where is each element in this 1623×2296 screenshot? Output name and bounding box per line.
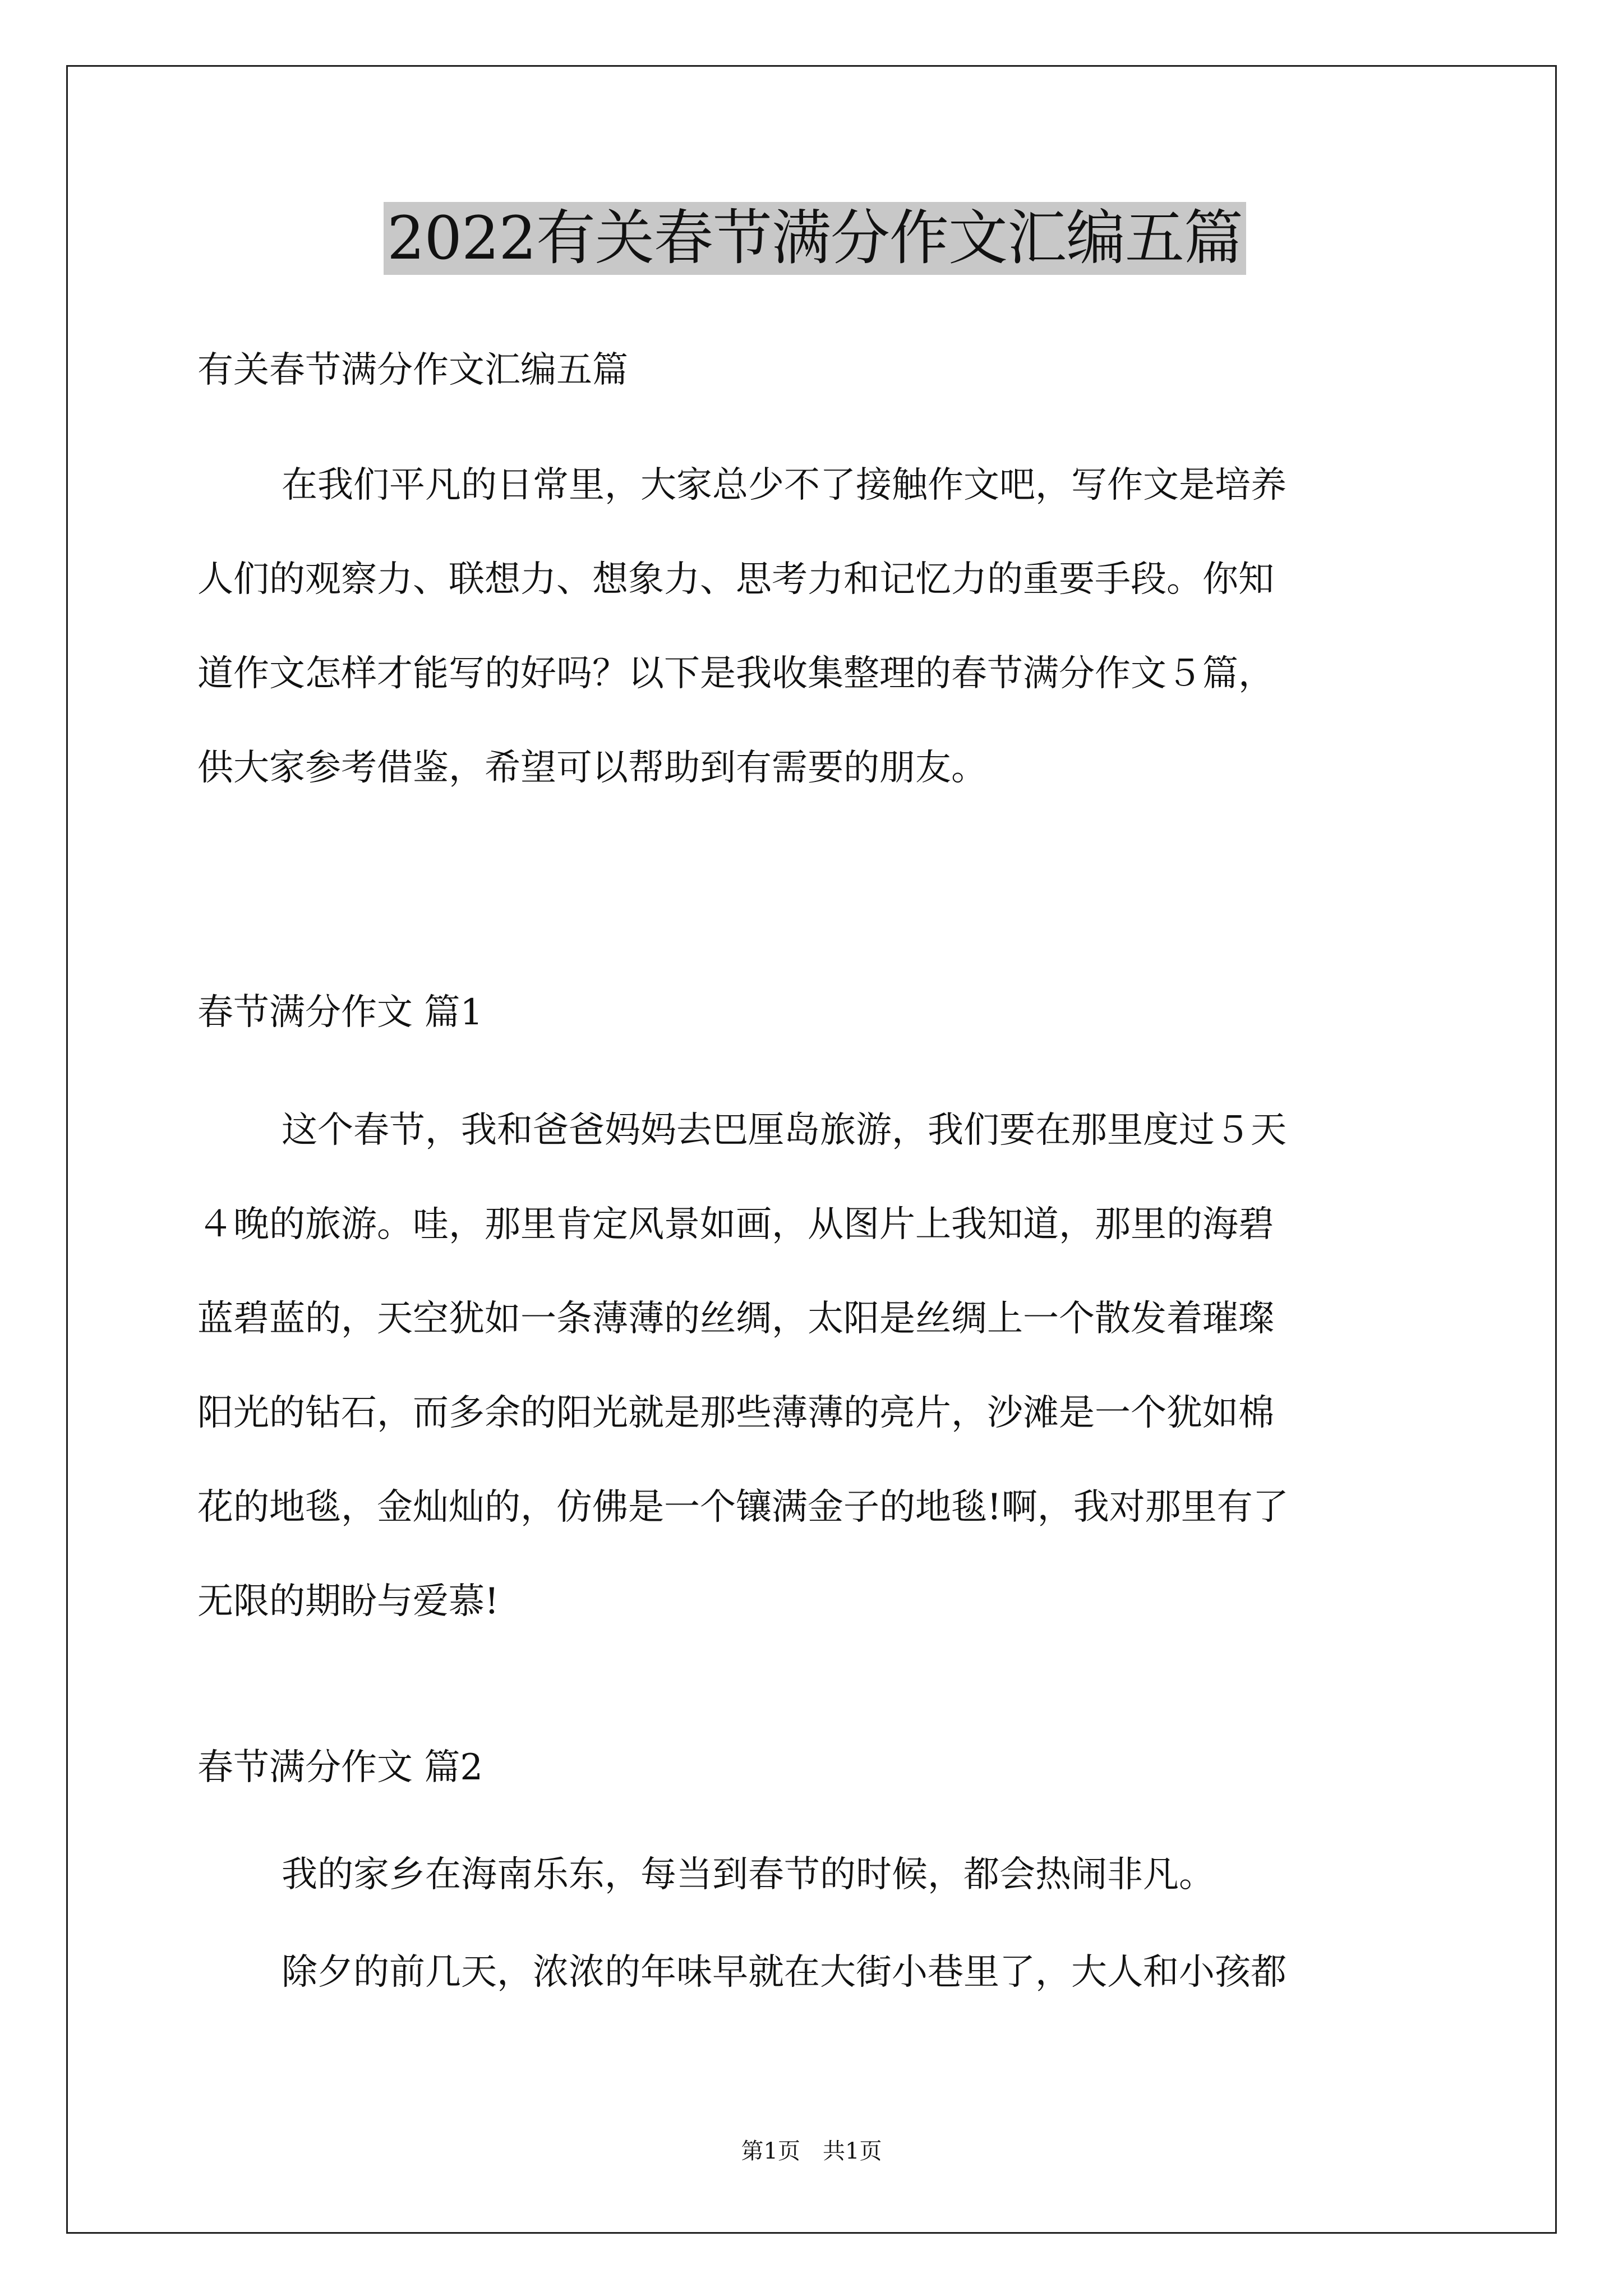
intro-line: 道作文怎样才能写的好吗？以下是我收集整理的春节满分作文５篇， [197,653,1274,694]
section-1-heading: 春节满分作文 篇1 [197,992,483,1033]
intro-line: 在我们平凡的日常里，大家总少不了接触作文吧，写作文是培养 [282,464,1287,506]
section-1-line: 阳光的钻石，而多余的阳光就是那些薄薄的亮片，沙滩是一个犹如棉 [197,1392,1274,1434]
page-footer: 第1页 共1页 [741,2138,882,2164]
intro-line: 供大家参考借鉴，希望可以帮助到有需要的朋友。 [197,747,987,789]
intro-line: 人们的观察力、联想力、想象力、思考力和记忆力的重要手段。你知 [197,559,1274,600]
document-subtitle: 有关春节满分作文汇编五篇 [197,349,628,391]
section-2-heading: 春节满分作文 篇2 [197,1747,483,1788]
section-1-line: 无限的期盼与爱慕! [197,1581,499,1622]
section-1-line: 花的地毯，金灿灿的，仿佛是一个镶满金子的地毯!啊，我对那里有了 [197,1487,1289,1528]
section-1-line: 蓝碧蓝的，天空犹如一条薄薄的丝绸，太阳是丝绸上一个散发着璀璨 [197,1298,1274,1340]
document-title: 2022有关春节满分作文汇编五篇 [384,202,1246,275]
section-1-line: ４晚的旅游。哇，那里肯定风景如画，从图片上我知道，那里的海碧 [197,1204,1274,1245]
section-2-line: 我的家乡在海南乐东，每当到春节的时候，都会热闹非凡。 [282,1854,1215,1895]
section-1-line: 这个春节，我和爸爸妈妈去巴厘岛旅游，我们要在那里度过５天 [282,1110,1287,1151]
section-2-line: 除夕的前几天，浓浓的年味早就在大街小巷里了，大人和小孩都 [282,1952,1287,1993]
